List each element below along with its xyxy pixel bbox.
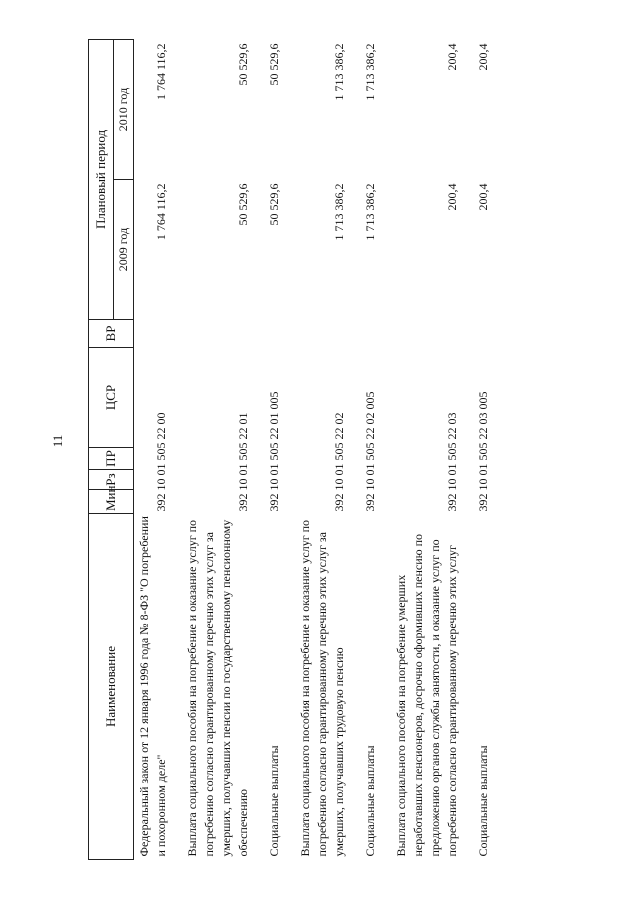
row-value-2010: 1 764 116,2 [154,43,168,101]
row-value-2010: 200,4 [476,43,490,71]
header-min: Мин [89,490,134,514]
row-value-2009: 200,4 [476,183,490,211]
row-name: Выплата социального пособия на погребение умерших неработавших пенсионеров, досрочно оформивших пенсию по предложению органов службы занятости, и оказание услуг по погребению согласно гарантированному перечню этих услуг [394,533,459,857]
row-code: 392 10 01 505 22 03 005 [476,391,490,512]
header-csr: ЦСР [89,348,134,448]
row-code: 392 10 01 505 22 02 005 [363,391,377,512]
row-value-2010: 1 713 386,2 [332,43,346,101]
budget-table [88,39,496,860]
row-name: Выплата социального пособия на погребение и оказание услуг по погребению согласно гарантированному перечню этих услуг за умерших, получавших пенсии по государственному пенсионному обеспечению [185,519,250,857]
row-value-2010: 50 529,6 [267,43,281,86]
header-year-2009: 2009 год [114,180,134,320]
page-number: 11 [50,434,65,448]
row-value-2009: 1 713 386,2 [332,183,346,241]
row-name: Федеральный закон от 12 января 1996 года № 8-ФЗ "О погребении и похоронном деле" [137,516,168,857]
header-planned-period: Плановый период [89,39,114,319]
table-row [287,39,352,859]
row-value-2009: 200,4 [445,183,459,211]
row-value-2009: 50 529,6 [236,183,250,226]
row-value-2010: 200,4 [445,43,459,71]
header-pr: ПР [89,448,134,470]
table-row [256,39,287,859]
header-year-2010: 2010 год [114,39,134,179]
row-code: 392 10 01 505 22 02 [332,412,346,512]
row-value-2009: 50 529,6 [267,183,281,226]
row-value-2009: 1 764 116,2 [154,183,168,241]
row-code: 392 10 01 505 22 01 [236,412,250,512]
header-rz: Рз [89,470,134,490]
table-row [465,39,496,859]
header-vr: ВР [89,320,134,348]
row-code: 392 10 01 505 22 01 005 [267,391,281,512]
row-code: 392 10 01 505 22 03 [445,412,459,512]
row-value-2010: 50 529,6 [236,43,250,86]
rotated-budget-page [50,40,606,860]
row-name: Социальные выплаты [363,745,377,857]
row-name: Социальные выплаты [267,745,281,857]
row-value-2010: 1 713 386,2 [363,43,377,101]
table-row [383,39,465,859]
header-name: Наименование [89,514,134,860]
table-row [134,39,175,859]
table-row [174,39,256,859]
row-value-2009: 1 713 386,2 [363,183,377,241]
table-row [352,39,383,859]
row-code: 392 10 01 505 22 00 [154,412,168,512]
row-name: Социальные выплаты [476,745,490,857]
row-name: Выплата социального пособия на погребение и оказание услуг по погребению согласно гарантированному перечню этих услуг за умерших, получавших трудовую пенсию [298,519,346,857]
